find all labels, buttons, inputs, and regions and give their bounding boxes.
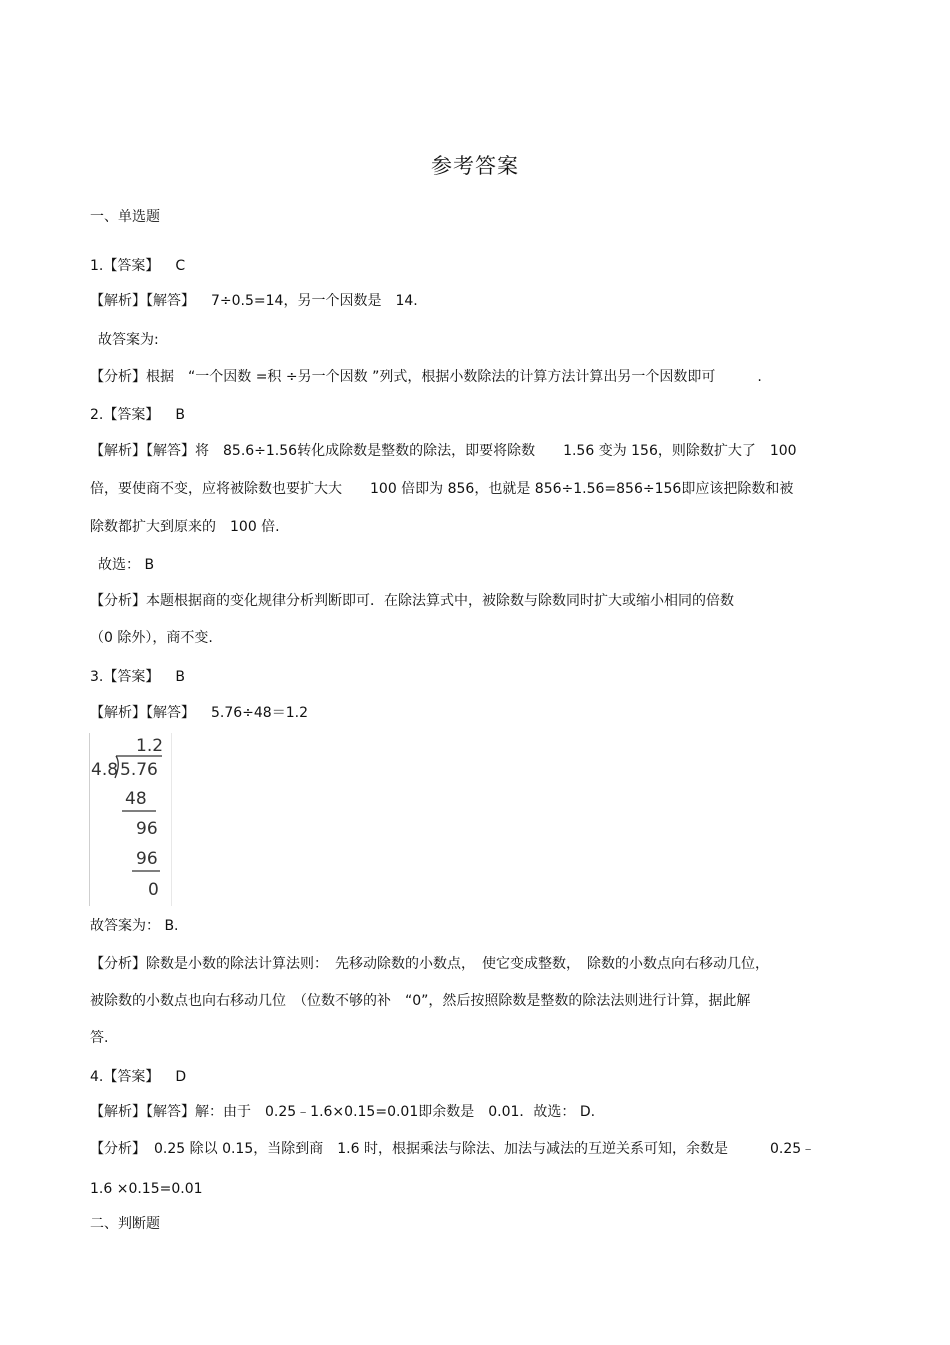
q2-conclusion: 故选： B bbox=[98, 557, 155, 573]
ld-quotient: 1.2 bbox=[136, 736, 164, 756]
q1-note-label: 【分析】 bbox=[90, 369, 146, 385]
q1-answer-label: 1.【答案】 bbox=[90, 258, 160, 274]
q2-analysis-line3: 除数都扩大到原来的 100 倍. bbox=[90, 519, 280, 535]
q2-answer-value: B bbox=[175, 407, 185, 423]
q2-analysis-label: 【解析】【解答】 bbox=[90, 443, 195, 459]
long-division-figure bbox=[89, 733, 172, 906]
q1-note-row bbox=[90, 367, 762, 387]
q3-answer-label: 3.【答案】 bbox=[90, 669, 160, 685]
page-title: 参考答案 bbox=[431, 154, 519, 178]
q3-note-label: 【分析】 bbox=[90, 956, 146, 972]
q2-note-line2: （0 除外），商不变. bbox=[90, 630, 213, 646]
q4-answer-label: 4.【答案】 bbox=[90, 1069, 160, 1085]
q2-analysis-row bbox=[90, 441, 797, 461]
q3-note-line3: 答. bbox=[90, 1030, 109, 1046]
q3-answer-value: B bbox=[175, 669, 185, 685]
q2-analysis-line2: 倍，要使商不变，应将被除数也要扩大大 100 倍即为 856，也就是 856÷1.56=856÷156即应该把除数和被 bbox=[90, 481, 794, 497]
q2-analysis-line1: 将 85.6÷1.56转化成除数是整数的除法，即要将除数 1.56 变为 156，则除数扩大了 100 bbox=[195, 443, 797, 459]
q3-note-row bbox=[90, 954, 769, 974]
q4-analysis-text: 解：由于 0.25﹣1.6×0.15=0.01即余数是 0.01．故选： D. bbox=[195, 1104, 596, 1120]
q2-answer-label: 2.【答案】 bbox=[90, 407, 160, 423]
long-division-svg bbox=[90, 733, 171, 906]
q4-answer-row bbox=[90, 1067, 186, 1087]
q1-analysis-row bbox=[90, 291, 418, 311]
q4-note-label: 【分析】 bbox=[90, 1141, 146, 1157]
ld-remainder: 0 bbox=[148, 880, 159, 900]
q4-answer-value: D bbox=[175, 1069, 187, 1085]
q2-note-row bbox=[90, 591, 734, 611]
ld-dividend: 5.76 bbox=[120, 760, 158, 780]
ld-step1: 48 bbox=[125, 789, 147, 809]
q3-note-line2: 被除数的小数点也向右移动几位 （位数不够的补 “0”，然后按照除数是整数的除法法则进行计算，据此解 bbox=[90, 993, 751, 1009]
q4-note-line2: 1.6 ×0.15=0.01 bbox=[90, 1181, 203, 1197]
section-heading-true-false: 二、判断题 bbox=[90, 1216, 160, 1232]
q1-note-text: 根据 “一个因数 =积 ÷另一个因数 ”列式，根据小数除法的计算方法计算出另一个因数即可 . bbox=[146, 369, 762, 385]
q3-note-line1: 除数是小数的除法计算法则： 先移动除数的小数点， 使它变成整数， 除数的小数点向右移动几位， bbox=[146, 956, 769, 972]
q4-note-row bbox=[90, 1139, 815, 1159]
q2-answer-row bbox=[90, 405, 185, 425]
q3-analysis-label: 【解析】【解答】 bbox=[90, 705, 195, 721]
q4-note-line1: 0.25 除以 0.15，当除到商 1.6 时，根据乘法与除法、加法与减法的互逆关系可知，余数是 0.25﹣ bbox=[154, 1141, 816, 1157]
section-heading-single-choice: 一、单选题 bbox=[90, 209, 160, 225]
q1-answer-value: C bbox=[175, 258, 186, 274]
q4-analysis-row bbox=[90, 1102, 595, 1122]
q3-analysis-text: 5.76÷48＝1.2 bbox=[211, 705, 308, 721]
q3-conclusion: 故答案为： B. bbox=[90, 918, 179, 934]
q1-answer-row bbox=[90, 256, 185, 276]
ld-divisor: 4.8 bbox=[91, 760, 119, 780]
q2-note-label: 【分析】 bbox=[90, 593, 146, 609]
ld-step3: 96 bbox=[136, 849, 158, 869]
ld-step2: 96 bbox=[136, 819, 158, 839]
q2-note-line1: 本题根据商的变化规律分析判断即可．在除法算式中，被除数与除数同时扩大或缩小相同的倍数 bbox=[146, 593, 734, 609]
q1-analysis-label: 【解析】【解答】 bbox=[90, 293, 195, 309]
q4-analysis-label: 【解析】【解答】 bbox=[90, 1104, 195, 1120]
q3-answer-row bbox=[90, 667, 185, 687]
q1-conclusion: 故答案为: bbox=[98, 332, 159, 348]
q1-analysis-text: 7÷0.5=14，另一个因数是 14. bbox=[211, 293, 418, 309]
q3-analysis-row bbox=[90, 703, 308, 723]
